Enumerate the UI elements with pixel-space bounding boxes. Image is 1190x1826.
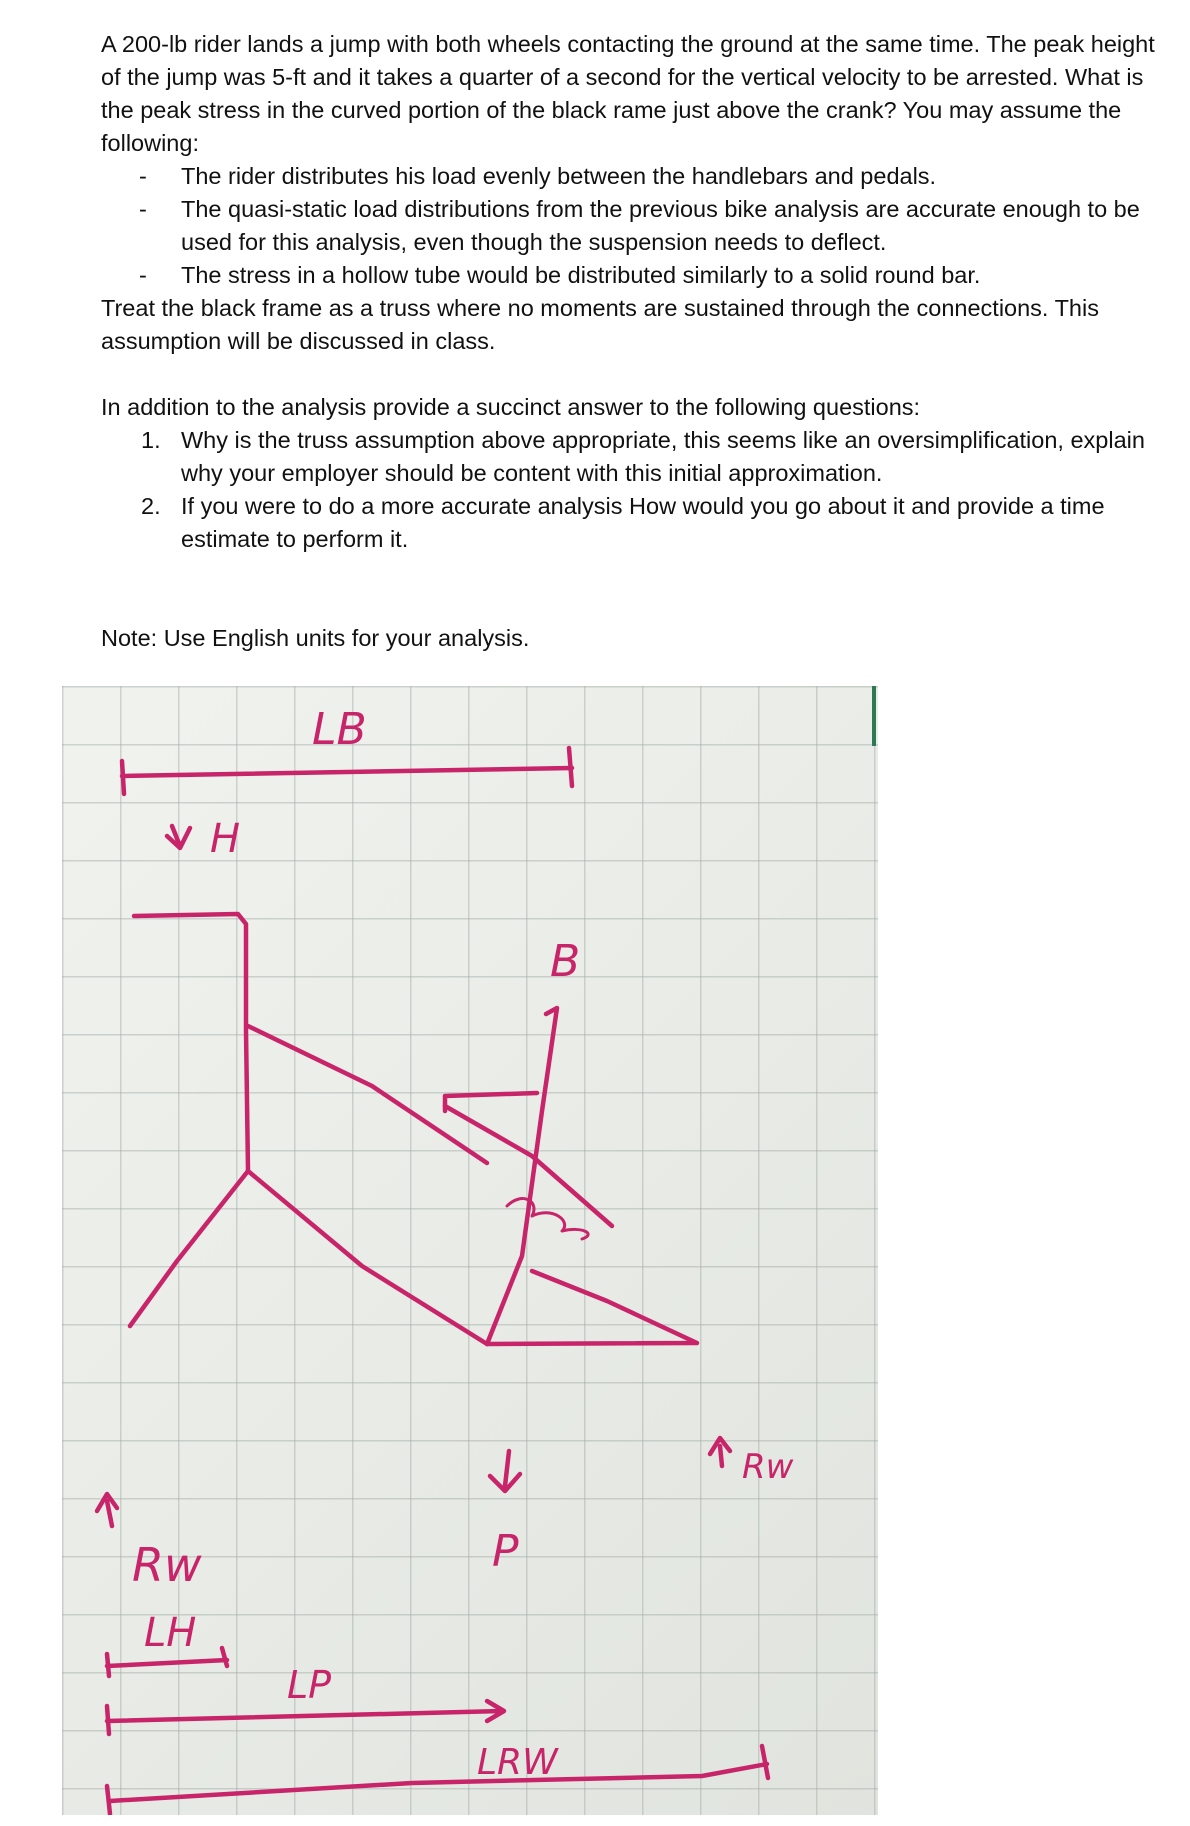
question-text: If you were to do a more accurate analysis How would you go about it and provide a time estimate to perform it.: [181, 493, 1105, 552]
lh-tick-right: [222, 1648, 227, 1666]
label-p: P: [492, 1526, 519, 1577]
question-item: [101, 424, 1171, 490]
label-lp: LP: [287, 1663, 332, 1707]
fork: [130, 1171, 248, 1326]
label-b: B: [550, 936, 581, 987]
lrw-dimension-line: [110, 1764, 767, 1801]
frame-sketch-photo: [62, 686, 878, 1815]
question-list: [101, 424, 1171, 556]
question-number: 2.: [141, 493, 161, 519]
lb-end-tick-left: [122, 761, 124, 794]
lh-dimension-line: [107, 1660, 227, 1666]
p-arrow-shaft: [505, 1451, 509, 1486]
label-lb: LB: [312, 704, 367, 755]
lb-dimension-line: [122, 768, 572, 776]
label-rw-left: Rw: [132, 1538, 202, 1592]
assumption-text: The stress in a hollow tube would be distributed similarly to a solid round bar.: [181, 262, 981, 288]
chain-stay: [487, 1271, 697, 1344]
lh-tick-left: [107, 1654, 109, 1676]
seat-bracket: [445, 1093, 537, 1111]
truss-note: Treat the black frame as a truss where no moments are sustained through the connections. This assumption will be discussed in class.: [101, 295, 1099, 354]
units-note: Note: Use English units for your analysis.: [101, 625, 530, 651]
assumption-list: [101, 160, 1171, 292]
questions-intro: In addition to the analysis provide a succinct answer to the following questions:: [101, 394, 921, 420]
assumption-text: The rider distributes his load evenly between the handlebars and pedals.: [181, 163, 937, 189]
label-rw-right: Rw: [742, 1447, 794, 1487]
lp-dimension-line: [107, 1711, 502, 1721]
question-item: [101, 490, 1171, 556]
frame-sketch: [62, 686, 878, 1815]
seat-tube: [487, 1008, 557, 1344]
assumption-item: [101, 193, 1171, 259]
label-h: H: [210, 816, 241, 862]
lb-end-tick-right: [569, 748, 572, 786]
question-text: Why is the truss assumption above appropriate, this seems like an oversimplification, explain why your employer should be content with this initial approximation.: [181, 427, 1145, 486]
assumption-item: [101, 160, 1171, 193]
photo-edge-strip: [872, 686, 876, 746]
crank-scribble: [507, 1199, 588, 1239]
lrw-tick-right: [762, 1746, 768, 1778]
lrw-tick-left: [107, 1786, 110, 1814]
assumption-item: [101, 259, 1171, 292]
rw-right-arrow-shaft: [720, 1446, 722, 1466]
label-lrw: LRW: [477, 1742, 558, 1783]
problem-statement: [101, 28, 1171, 655]
handlebar-stem: [134, 914, 248, 1171]
bullet-dash: -: [139, 196, 147, 222]
bullet-dash: -: [139, 163, 147, 189]
assumption-text: The quasi-static load distributions from the previous bike analysis are accurate enough to be used for this analysis, even though the suspension needs to deflect.: [181, 196, 1140, 255]
label-lh: LH: [144, 1610, 197, 1656]
rw-left-arrow-shaft: [107, 1501, 112, 1526]
problem-intro: A 200-lb rider lands a jump with both wheels contacting the ground at the same time. The peak height of the jump was 5-ft and it takes a quarter of a second for the vertical velocity to be arrested. What is the peak stress in the curved portion of the black rame just above the crank? You may assume the following:: [101, 31, 1155, 156]
question-number: 1.: [141, 427, 161, 453]
down-tube: [248, 1171, 487, 1344]
lp-tick-left: [107, 1706, 109, 1734]
bullet-dash: -: [139, 262, 147, 288]
